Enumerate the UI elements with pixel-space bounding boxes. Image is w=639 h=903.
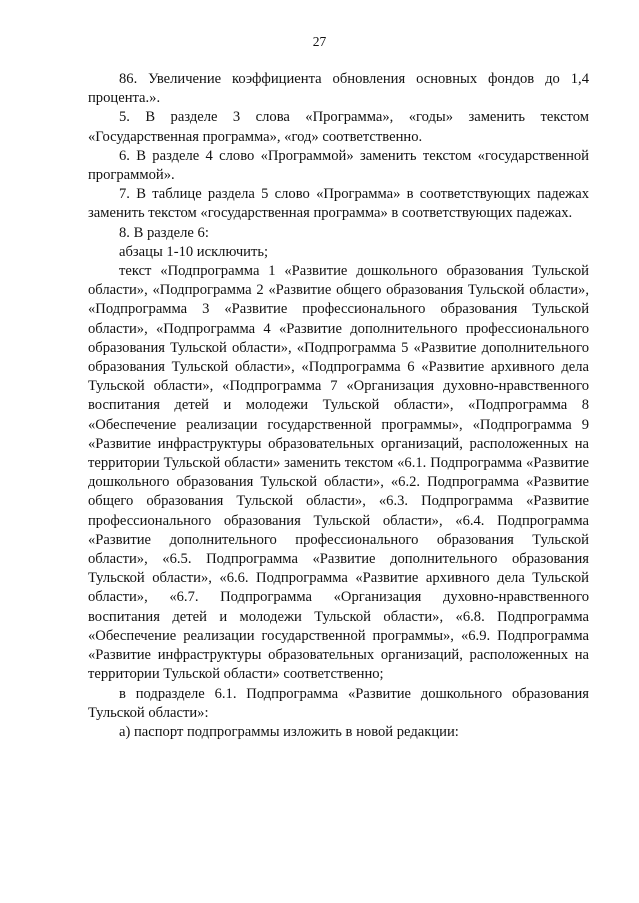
- paragraph-item-86: 86. Увеличение коэффициента обновления основных фондов до 1,4 процента.».: [88, 71, 589, 107]
- paragraph-item-6: 6. В разделе 4 слово «Программой» заменить текстом «государственной программой».: [88, 147, 589, 184]
- paragraph-subsection-6-1: в подразделе 6.1. Подпрограмма «Развитие дошкольного образования Тульской области»:: [88, 685, 589, 721]
- paragraph-item-5: 5. В разделе 3 слова «Программа», «годы» заменить текстом «Государственная программа», «год» соответственно.: [88, 109, 589, 145]
- paragraph-passport: а) паспорт подпрограммы изложить в новой редакции:: [119, 723, 459, 740]
- page-number: 27: [312, 34, 327, 49]
- document-body: [88, 70, 589, 742]
- paragraph-delete-paragraphs: абзацы 1-10 исключить;: [119, 243, 269, 260]
- paragraph-subprogram-renaming: текст «Подпрограмма 1 «Развитие дошкольного образования Тульской области», «Подпрограмма 2 «Развитие общего образования Тульской области», «Подпрограмма 3 «Развитие профессионального образования Тульской области», «Подпрограмма 4 «Развитие дополнительного профессионального образования Тульской области», «Подпрограмма 5 «Развитие дополнительного образования Тульской области», «Подпрограмма 6 «Развитие архивного дела Тульской области», «Подпрограмма 7 «Организация духовно-нравственного воспитания детей и молодежи Тульской области», «Подпрограмма 8 «Обеспечение реализации государственной программы», «Подпрограмма 9 «Развитие инфраструктуры образовательных организаций, расположенных на территории Тульской области» заменить текстом «6.1. Подпрограмма «Развитие дошкольного образования Тульской области», «6.2. Подпрограмма «Развитие общего образования Тульской области», «6.3. Подпрограмма «Развитие профессионального образования Тульской области», «6.4. Подпрограмма «Развитие дополнительного профессионального образования Тульской области», «6.5. Подпрограмма «Развитие дополнительного образования Тульской области», «6.6. Подпрограмма «Развитие архивного дела Тульской области», «6.7. Подпрограмма «Организация духовно-нравственного воспитания детей и молодежи Тульской области», «6.8. Подпрограмма «Обеспечение реализации государственной программы», «6.9. Подпрограмма «Развитие инфраструктуры образовательных организаций, расположенных на территории Тульской области» соответственно;: [88, 263, 589, 683]
- paragraph-item-7: 7. В таблице раздела 5 слово «Программа» в соответствующих падежах заменить текстом «государственная программа» в соответствующих падежах.: [88, 186, 589, 222]
- paragraph-item-8: 8. В разделе 6:: [119, 224, 209, 241]
